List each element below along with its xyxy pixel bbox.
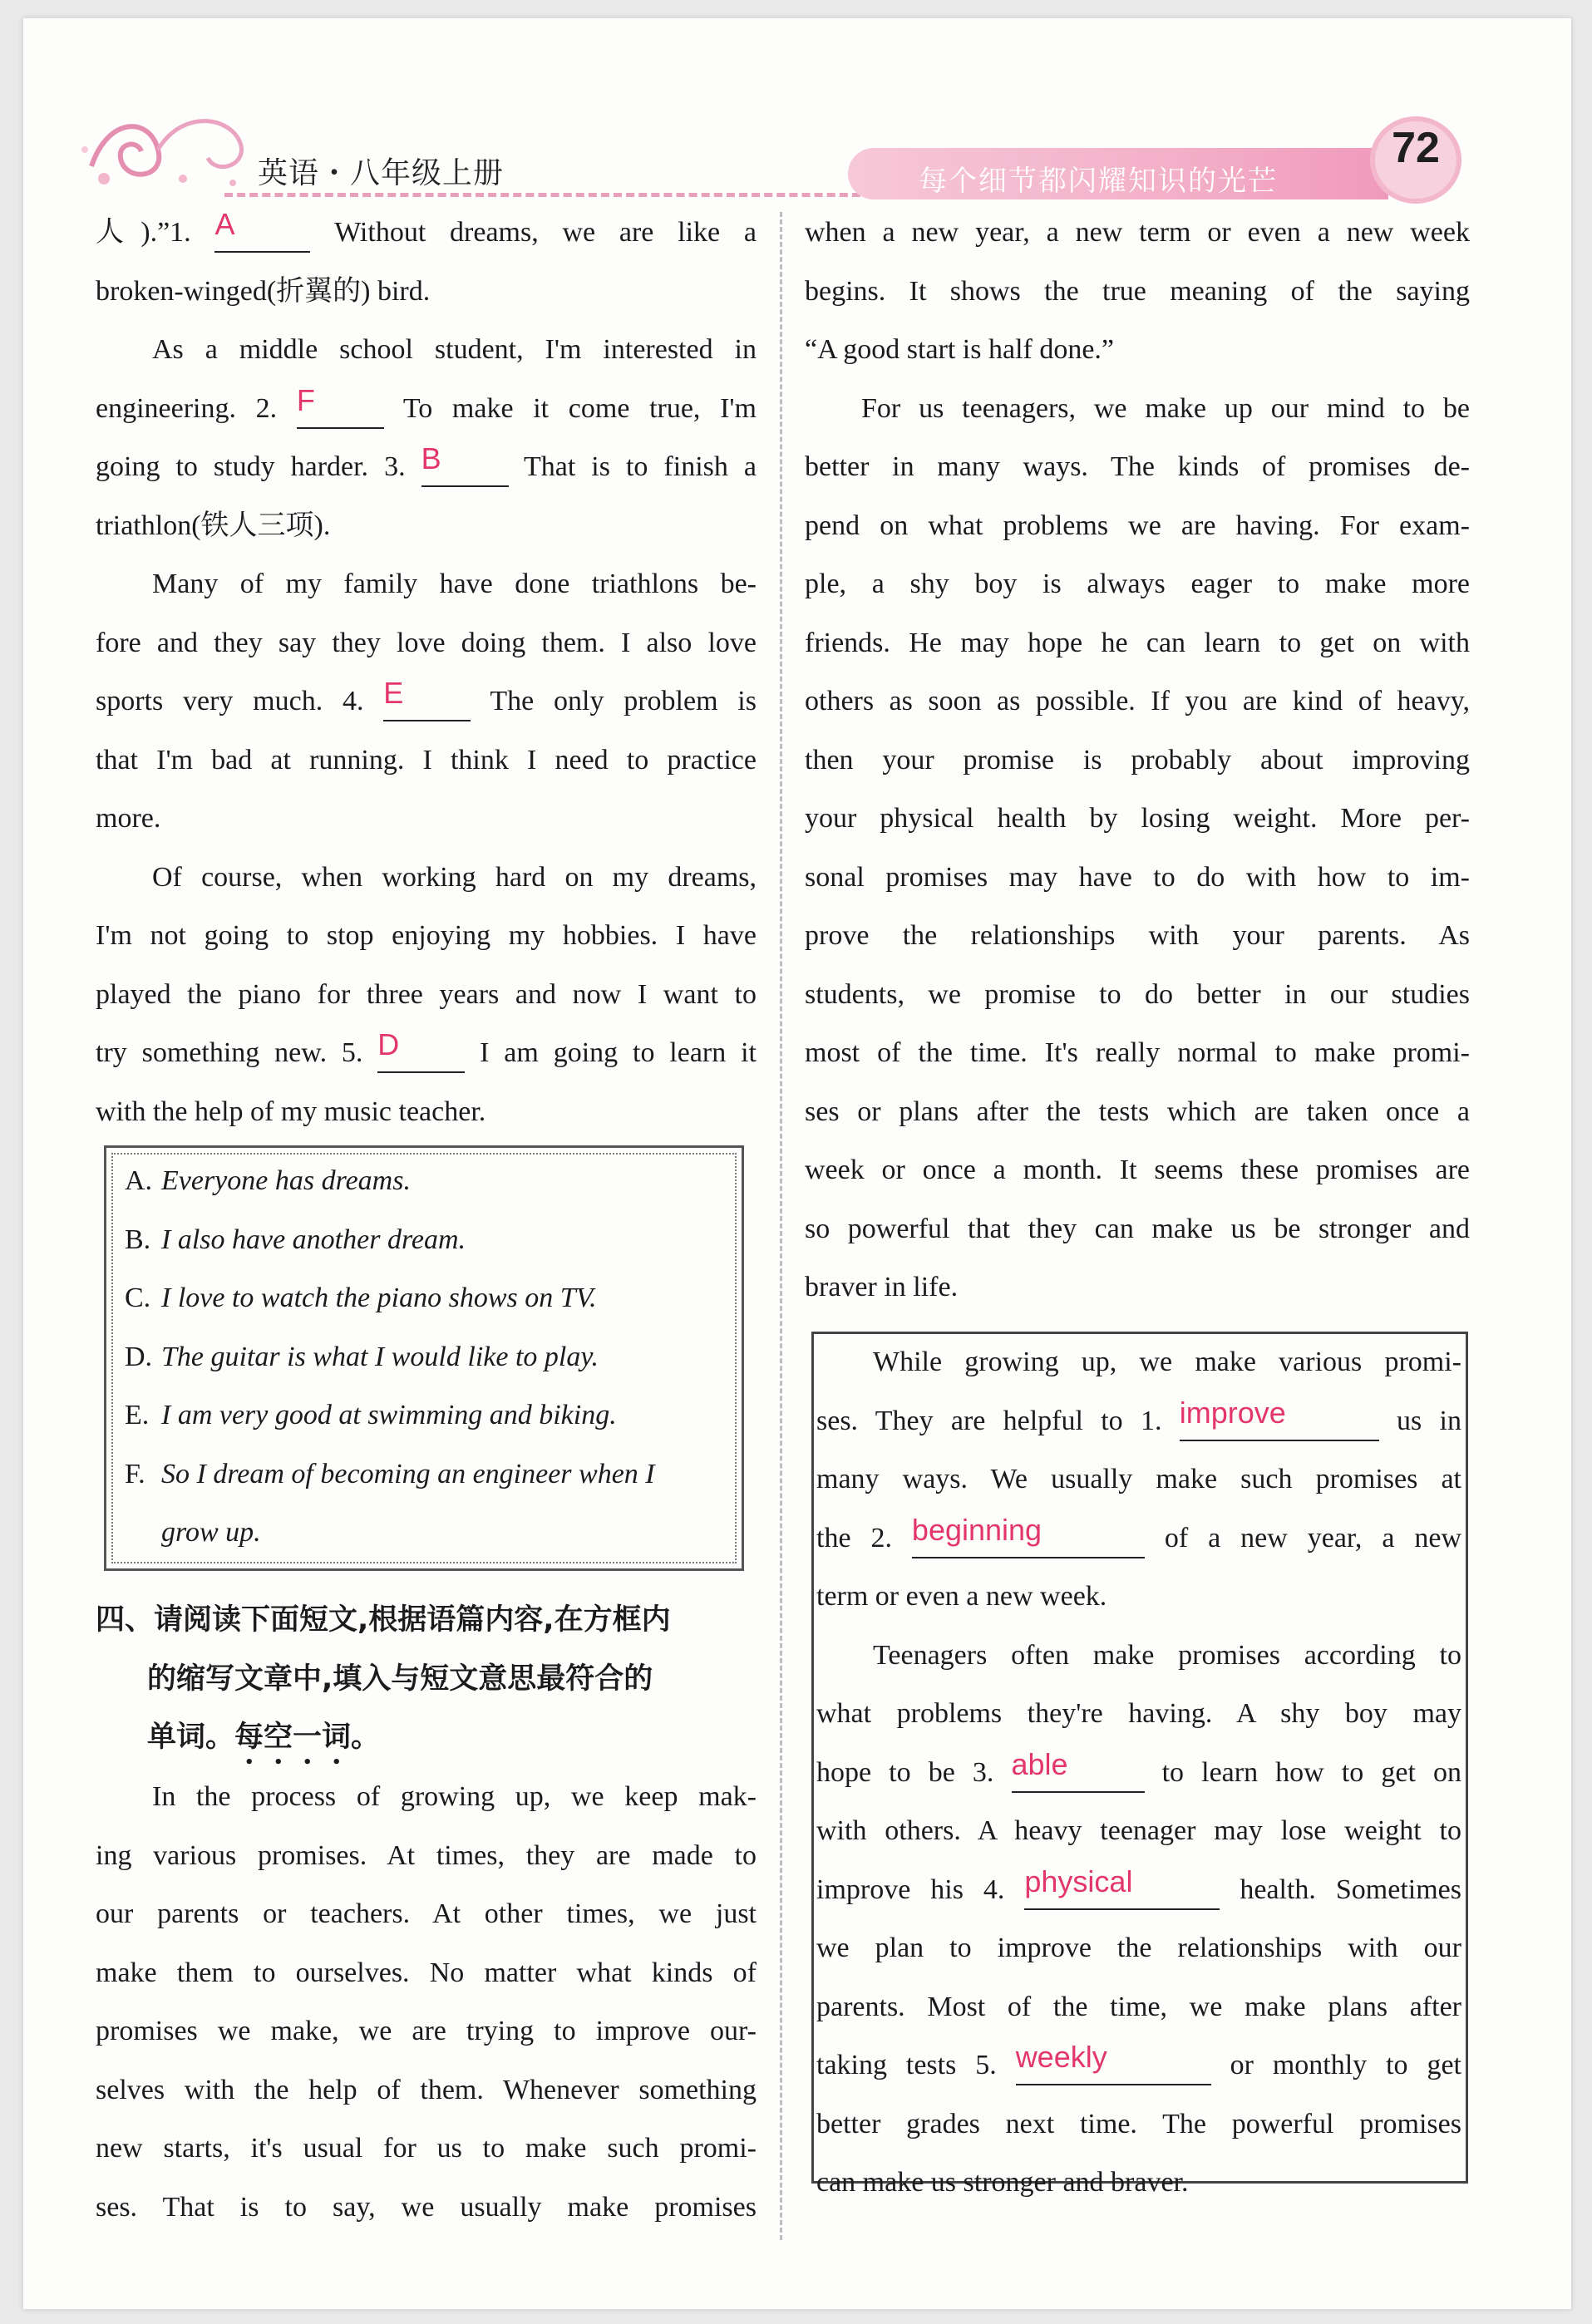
text-line: most of the time. It's really normal to make promi- [805, 1037, 1470, 1068]
answer-blank [1011, 1746, 1145, 1793]
text-line: then your promise is probably about improving [805, 744, 1470, 775]
text-line: your physical health by losing weight. More per- [805, 803, 1470, 834]
text-line: make them to ourselves. No matter what kinds of [96, 1957, 757, 1988]
floral-ornament-icon [75, 100, 258, 199]
text-line: braver in life. [805, 1272, 959, 1302]
text-line: pend on what problems we are having. For exam- [805, 510, 1470, 541]
text-line: Many of my family have done triathlons be- [152, 569, 757, 599]
text-line: taking tests 5. weekly or monthly to get [816, 2036, 1461, 2095]
text-line: so powerful that they can make us be stronger and [805, 1213, 1470, 1244]
text-line: what problems they're having. A shy boy may [816, 1698, 1461, 1729]
text-line: more. [96, 803, 161, 834]
left-column [96, 204, 757, 1141]
option-b: B. I also have another dream. [125, 1224, 466, 1255]
header-motto: 每个细节都闪耀知识的光芒 [919, 165, 1278, 198]
answer-blank [377, 1027, 465, 1073]
text-line: that I'm bad at running. I think I need to practice [96, 744, 757, 775]
answer: A [214, 207, 235, 241]
answer: E [383, 676, 404, 710]
text-line: our parents or teachers. At other times, we just [96, 1898, 757, 1929]
text-line: with the help of my music teacher. [96, 1096, 486, 1127]
text-line: better grades next time. The powerful promises [816, 2108, 1461, 2139]
answer-blank [296, 382, 384, 429]
answer: beginning [911, 1512, 1042, 1547]
text-line: term or even a new week. [816, 1581, 1107, 1612]
text-line: ses. That is to say, we usually make promises [96, 2191, 757, 2223]
text-line: ses or plans after the tests which are taken once a [805, 1096, 1470, 1127]
text-line: triathlon(铁人三项). [96, 510, 331, 541]
text-line: sports very much. 4. E The only problem is [96, 672, 757, 731]
text-line: many ways. We usually make such promises at [816, 1464, 1461, 1494]
text-line: begins. It shows the true meaning of the saying [805, 275, 1470, 307]
text-line: ing various promises. At times, they are made to [96, 1839, 757, 1871]
answer-blank [1179, 1395, 1379, 1441]
answer-blank [421, 441, 509, 487]
text-line: can make us stronger and braver. [816, 2167, 1189, 2198]
option-f-cont: grow up. [161, 1517, 261, 1548]
text-line: engineering. 2. F To make it come true, I'm [96, 380, 757, 439]
text-line: prove the relationships with your parents. As [805, 920, 1470, 951]
text-line: hope to be 3. able to learn how to get on [816, 1744, 1461, 1803]
answer: improve [1179, 1395, 1286, 1430]
right-column [805, 204, 1470, 1317]
summary-text [816, 1333, 1461, 2213]
text-line: the 2. beginning of a new year, a new [816, 1509, 1461, 1568]
option-d: D. The guitar is what I would like to play. [125, 1341, 599, 1372]
text-line: improve his 4. physical health. Sometimes [816, 1861, 1461, 1920]
text-line: I'm not going to stop enjoying my hobbies. I have [96, 920, 757, 951]
reading-passage-left [96, 1768, 757, 2237]
text-line: with others. A heavy teenager may lose weight to [816, 1815, 1461, 1846]
answer-blank [383, 676, 471, 721]
section-heading: 四、请阅读下面短文,根据语篇内容,在方框内 的缩写文章中,填入与短文意思最符合的 单词。每空一词。 [96, 1603, 671, 1754]
option-c: C. I love to watch the piano shows on TV. [125, 1283, 597, 1313]
text-line: While growing up, we make various promi- [873, 1347, 1461, 1377]
option-f: F. So I dream of becoming an engineer when I [125, 1458, 655, 1489]
text-line: ses. They are helpful to 1. improve us in [816, 1392, 1461, 1451]
answer-blank [1024, 1864, 1220, 1910]
text-line: For us teenagers, we make up our mind to be [861, 392, 1470, 424]
text-line: we plan to improve the relationships with our [816, 1933, 1461, 1963]
text-line: try something new. 5. D I am going to learn it [96, 1024, 757, 1083]
answer: able [1011, 1746, 1068, 1781]
answer-blank [214, 207, 310, 253]
text-line: selves with the help of them. Whenever something [96, 2074, 757, 2105]
answer: weekly [1015, 2040, 1107, 2074]
text-line: sonal promises may have to do with how to im- [805, 861, 1470, 893]
text-line: friends. He may hope he can learn to get on with [805, 627, 1470, 658]
text-line: better in many ways. The kinds of promises de- [805, 451, 1470, 482]
column-divider [780, 212, 782, 2240]
answer: physical [1024, 1864, 1133, 1898]
answer-blank [1015, 2040, 1211, 2085]
book-title: 英语・八年级上册 [258, 156, 505, 190]
text-line: week or once a month. It seems these promises are [805, 1155, 1470, 1185]
text-line: going to study harder. 3. B That is to finish a [96, 438, 757, 497]
text-line: parents. Most of the time, we make plans after [816, 1991, 1461, 2022]
text-line: broken-winged(折翼的) bird. [96, 275, 431, 307]
option-e: E. I am very good at swimming and biking. [125, 1400, 617, 1430]
answer: B [421, 441, 441, 475]
text-line: As a middle school student, I'm interested in [152, 334, 757, 365]
text-line: when a new year, a new term or even a new week [805, 217, 1470, 248]
text-line: “A good start is half done.” [805, 334, 1115, 365]
text-line: students, we promise to do better in our studies [805, 978, 1470, 1010]
text-line: 人).”1. A Without dreams, we are like a [96, 204, 757, 263]
option-a: A. Everyone has dreams. [125, 1165, 411, 1196]
answer-blank [911, 1512, 1145, 1558]
options-list [125, 1152, 732, 1563]
text-line: others as soon as possible. If you are kind of heavy, [805, 686, 1470, 716]
text-line: Of course, when working hard on my dreams, [152, 861, 757, 893]
text-line: ple, a shy boy is always eager to make more [805, 569, 1470, 599]
text-line: In the process of growing up, we keep mak- [152, 1781, 757, 1812]
answer: F [296, 382, 315, 417]
text-line: promises we make, we are trying to improve our- [96, 2016, 757, 2046]
text-line: Teenagers often make promises according to [873, 1639, 1461, 1671]
text-line: played the piano for three years and now I want to [96, 978, 757, 1010]
text-line: fore and they say they love doing them. I also love [96, 627, 757, 658]
answer: D [377, 1027, 400, 1061]
header-dashed-line [224, 193, 873, 197]
page-number: 72 [1392, 124, 1440, 172]
text-line: new starts, it's usual for us to make such promi- [96, 2133, 757, 2164]
